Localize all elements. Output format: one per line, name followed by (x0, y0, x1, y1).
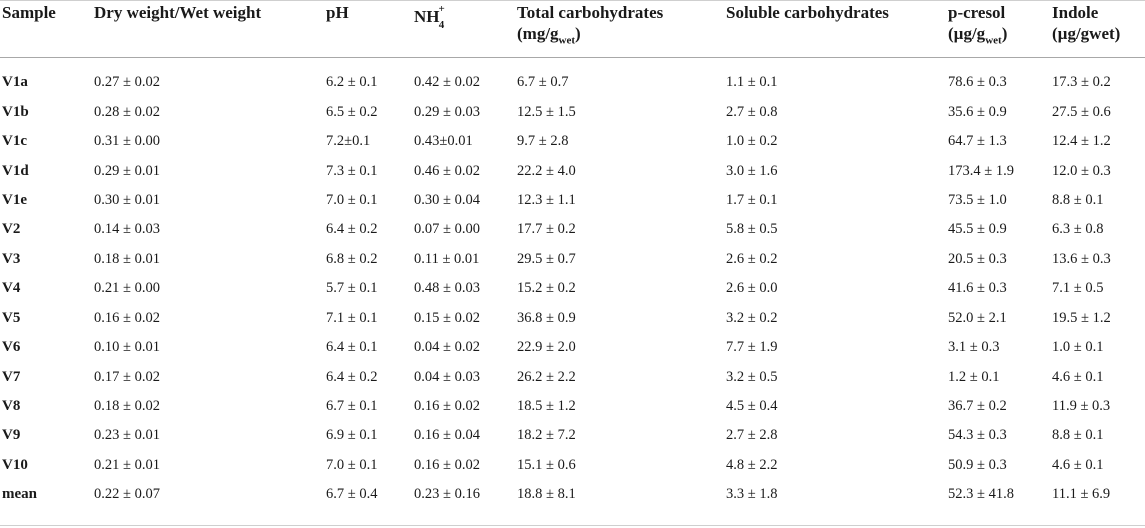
cell-p-cresol: 20.5 ± 0.3 (948, 250, 1007, 267)
cell-total-carbohydrates: 22.9 ± 2.0 (517, 339, 576, 356)
cell-total-carbohydrates: 18.2 ± 7.2 (517, 427, 576, 444)
cell-dry-wet: 0.21 ± 0.00 (94, 280, 160, 297)
cell-soluble-carbohydrates: 3.2 ± 0.5 (726, 368, 778, 385)
table-row (0, 362, 1145, 391)
cell-ph: 7.3 ± 0.1 (326, 162, 378, 179)
cell-total-carbohydrates: 18.5 ± 1.2 (517, 398, 576, 415)
cell-soluble-carbohydrates: 2.6 ± 0.2 (726, 250, 778, 267)
table-row (0, 245, 1145, 274)
header-p-cresol: p-cresol $(\mu g/g_{wet})$ (948, 3, 1008, 47)
cell-ph: 7.2±0.1 (326, 133, 371, 150)
cell-total-carbohydrates: 6.7 ± 0.7 (517, 74, 569, 91)
cell-indole: 27.5 ± 0.6 (1052, 103, 1111, 120)
cell-indole: 8.8 ± 0.1 (1052, 427, 1104, 444)
cell-nh4: 0.04 ± 0.02 (414, 339, 480, 356)
cell-nh4: 0.48 ± 0.03 (414, 280, 480, 297)
cell-ph: 7.0 ± 0.1 (326, 456, 378, 473)
header-total-carbohydrates: Total carbohydrates $(mg/g_{wet})$ (517, 3, 664, 47)
cell-p-cresol: 52.3 ± 41.8 (948, 486, 1014, 503)
cell-soluble-carbohydrates: 1.0 ± 0.2 (726, 133, 778, 150)
header-nh4: $NH^+_4$ (414, 3, 445, 32)
cell-ph: 6.4 ± 0.2 (326, 368, 378, 385)
cell-total-carbohydrates: 17.7 ± 0.2 (517, 221, 576, 238)
cell-nh4: 0.16 ± 0.02 (414, 456, 480, 473)
cell-sample: V6 (2, 339, 21, 356)
cell-nh4: 0.07 ± 0.00 (414, 221, 480, 238)
cell-indole: 6.3 ± 0.8 (1052, 221, 1104, 238)
cell-indole: 12.0 ± 0.3 (1052, 162, 1111, 179)
cell-indole: 7.1 ± 0.5 (1052, 280, 1104, 297)
cell-dry-wet: 0.17 ± 0.02 (94, 368, 160, 385)
cell-sample: V1b (2, 103, 29, 120)
table-row (0, 392, 1145, 421)
cell-sample: V1a (2, 74, 28, 91)
cell-total-carbohydrates: 12.5 ± 1.5 (517, 103, 576, 120)
table-body (0, 58, 1145, 510)
cell-p-cresol: 36.7 ± 0.2 (948, 398, 1007, 415)
cell-soluble-carbohydrates: 2.6 ± 0.0 (726, 280, 778, 297)
header-ph: pH (326, 3, 349, 22)
table-row (0, 186, 1145, 215)
cell-ph: 6.4 ± 0.2 (326, 221, 378, 238)
header-soluble-carbohydrates: Soluble carbohydrates (726, 3, 889, 22)
cell-nh4: 0.30 ± 0.04 (414, 191, 480, 208)
cell-dry-wet: 0.29 ± 0.01 (94, 162, 160, 179)
cell-soluble-carbohydrates: 4.5 ± 0.4 (726, 398, 778, 415)
cell-soluble-carbohydrates: 1.7 ± 0.1 (726, 191, 778, 208)
cell-sample: V7 (2, 368, 21, 385)
cell-sample: mean (2, 486, 37, 503)
cell-indole: 19.5 ± 1.2 (1052, 309, 1111, 326)
cell-ph: 6.4 ± 0.1 (326, 339, 378, 356)
cell-sample: V3 (2, 250, 21, 267)
cell-dry-wet: 0.18 ± 0.02 (94, 398, 160, 415)
bottom-rule (0, 525, 1145, 526)
cell-total-carbohydrates: 9.7 ± 2.8 (517, 133, 569, 150)
cell-p-cresol: 35.6 ± 0.9 (948, 103, 1007, 120)
cell-sample: V5 (2, 309, 21, 326)
header-sample: Sample (2, 3, 56, 22)
cell-dry-wet: 0.18 ± 0.01 (94, 250, 160, 267)
cell-p-cresol: 1.2 ± 0.1 (948, 368, 1000, 385)
cell-dry-wet: 0.27 ± 0.02 (94, 74, 160, 91)
cell-ph: 6.8 ± 0.2 (326, 250, 378, 267)
cell-dry-wet: 0.22 ± 0.07 (94, 486, 160, 503)
cell-dry-wet: 0.16 ± 0.02 (94, 309, 160, 326)
cell-indole: 11.9 ± 0.3 (1052, 398, 1111, 415)
cell-dry-wet: 0.10 ± 0.01 (94, 339, 160, 356)
cell-indole: 8.8 ± 0.1 (1052, 191, 1104, 208)
cell-ph: 6.5 ± 0.2 (326, 103, 378, 120)
cell-total-carbohydrates: 36.8 ± 0.9 (517, 309, 576, 326)
cell-nh4: 0.11 ± 0.01 (414, 250, 480, 267)
cell-ph: 7.1 ± 0.1 (326, 309, 378, 326)
cell-total-carbohydrates: 12.3 ± 1.1 (517, 191, 576, 208)
cell-p-cresol: 73.5 ± 1.0 (948, 191, 1007, 208)
cell-sample: V10 (2, 456, 28, 473)
cell-soluble-carbohydrates: 2.7 ± 0.8 (726, 103, 778, 120)
cell-nh4: 0.15 ± 0.02 (414, 309, 480, 326)
table-row (0, 68, 1145, 97)
spacer-row (0, 58, 1145, 68)
cell-soluble-carbohydrates: 3.0 ± 1.6 (726, 162, 778, 179)
cell-indole: 12.4 ± 1.2 (1052, 133, 1111, 150)
cell-dry-wet: 0.30 ± 0.01 (94, 191, 160, 208)
table-row (0, 421, 1145, 450)
cell-indole: 13.6 ± 0.3 (1052, 250, 1111, 267)
cell-p-cresol: 64.7 ± 1.3 (948, 133, 1007, 150)
cell-total-carbohydrates: 15.1 ± 0.6 (517, 456, 576, 473)
cell-soluble-carbohydrates: 3.3 ± 1.8 (726, 486, 778, 503)
table-row (0, 304, 1145, 333)
cell-total-carbohydrates: 22.2 ± 4.0 (517, 162, 576, 179)
cell-sample: V2 (2, 221, 21, 238)
cell-soluble-carbohydrates: 4.8 ± 2.2 (726, 456, 778, 473)
cell-nh4: 0.04 ± 0.03 (414, 368, 480, 385)
cell-indole: 17.3 ± 0.2 (1052, 74, 1111, 91)
cell-dry-wet: 0.31 ± 0.00 (94, 133, 160, 150)
table-row (0, 333, 1145, 362)
cell-ph: 7.0 ± 0.1 (326, 191, 378, 208)
cell-soluble-carbohydrates: 5.8 ± 0.5 (726, 221, 778, 238)
cell-p-cresol: 54.3 ± 0.3 (948, 427, 1007, 444)
cell-sample: V4 (2, 280, 21, 297)
cell-soluble-carbohydrates: 3.2 ± 0.2 (726, 309, 778, 326)
table-row (0, 480, 1145, 509)
top-rule (0, 0, 1145, 1)
cell-nh4: 0.43±0.01 (414, 133, 473, 150)
cell-p-cresol: 173.4 ± 1.9 (948, 162, 1014, 179)
cell-dry-wet: 0.28 ± 0.02 (94, 103, 160, 120)
table-row (0, 97, 1145, 126)
cell-ph: 6.2 ± 0.1 (326, 74, 378, 91)
cell-soluble-carbohydrates: 2.7 ± 2.8 (726, 427, 778, 444)
cell-soluble-carbohydrates: 1.1 ± 0.1 (726, 74, 778, 91)
cell-ph: 6.7 ± 0.4 (326, 486, 378, 503)
header-rule (0, 57, 1145, 58)
cell-sample: V8 (2, 398, 21, 415)
cell-p-cresol: 3.1 ± 0.3 (948, 339, 1000, 356)
table-row (0, 451, 1145, 480)
header-row (0, 0, 1145, 58)
cell-indole: 11.1 ± 6.9 (1052, 486, 1111, 503)
header-dry-wet: Dry weight/Wet weight (94, 3, 262, 22)
cell-nh4: 0.42 ± 0.02 (414, 74, 480, 91)
cell-p-cresol: 52.0 ± 2.1 (948, 309, 1007, 326)
cell-p-cresol: 41.6 ± 0.3 (948, 280, 1007, 297)
cell-indole: 4.6 ± 0.1 (1052, 456, 1104, 473)
cell-sample: V9 (2, 427, 21, 444)
cell-ph: 5.7 ± 0.1 (326, 280, 378, 297)
cell-total-carbohydrates: 18.8 ± 8.1 (517, 486, 576, 503)
spacer-cell (0, 58, 1145, 68)
cell-ph: 6.9 ± 0.1 (326, 427, 378, 444)
cell-sample: V1c (2, 133, 27, 150)
cell-nh4: 0.46 ± 0.02 (414, 162, 480, 179)
cell-nh4: 0.29 ± 0.03 (414, 103, 480, 120)
table-row (0, 156, 1145, 185)
cell-indole: 4.6 ± 0.1 (1052, 368, 1104, 385)
cell-dry-wet: 0.23 ± 0.01 (94, 427, 160, 444)
table-row (0, 215, 1145, 244)
cell-sample: V1e (2, 191, 27, 208)
cell-dry-wet: 0.21 ± 0.01 (94, 456, 160, 473)
cell-total-carbohydrates: 15.2 ± 0.2 (517, 280, 576, 297)
cell-nh4: 0.23 ± 0.16 (414, 486, 480, 503)
cell-total-carbohydrates: 29.5 ± 0.7 (517, 250, 576, 267)
cell-soluble-carbohydrates: 7.7 ± 1.9 (726, 339, 778, 356)
cell-total-carbohydrates: 26.2 ± 2.2 (517, 368, 576, 385)
table-row (0, 274, 1145, 303)
cell-dry-wet: 0.14 ± 0.03 (94, 221, 160, 238)
cell-nh4: 0.16 ± 0.04 (414, 427, 480, 444)
header-indole: Indole (µg/gwet) (1052, 3, 1121, 43)
cell-p-cresol: 50.9 ± 0.3 (948, 456, 1007, 473)
table-row (0, 127, 1145, 156)
cell-indole: 1.0 ± 0.1 (1052, 339, 1104, 356)
cell-ph: 6.7 ± 0.1 (326, 398, 378, 415)
cell-p-cresol: 78.6 ± 0.3 (948, 74, 1007, 91)
cell-sample: V1d (2, 162, 29, 179)
cell-nh4: 0.16 ± 0.02 (414, 398, 480, 415)
cell-p-cresol: 45.5 ± 0.9 (948, 221, 1007, 238)
